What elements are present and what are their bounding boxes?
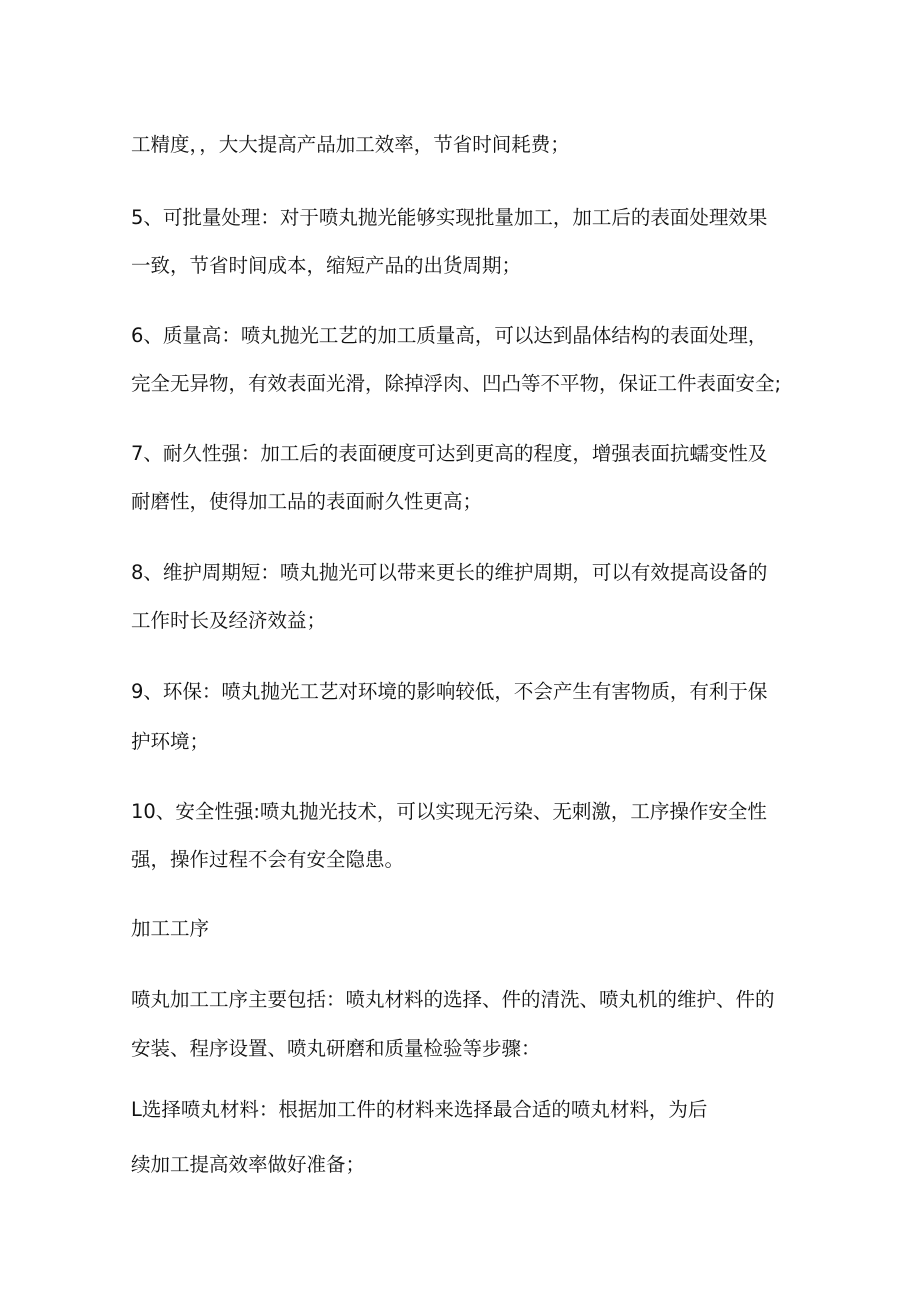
text-line-process-intro-end: 安装、程序设置、喷丸研磨和质量检验等步骤： (131, 1037, 541, 1060)
text-line-item-5-start: 5、可批量处理：对于喷丸抛光能够实现批量加工，加工后的表面处理效果 (131, 206, 768, 229)
text-line-item-6-end: 完全无异物，有效表面光滑，除掉浮肉、凹凸等不平物，保证工件表面安全; (131, 372, 782, 395)
text-line-item-10-end: 强，操作过程不会有安全隐患。 (131, 848, 405, 871)
text-line-item-7-start: 7、耐久性强：加工后的表面硬度可达到更高的程度，增强表面抗蠕变性及 (131, 442, 768, 465)
text-line-item-9-end: 护环境； (131, 730, 210, 753)
text-line-step-1-start: L选择喷丸材料：根据加工件的材料来选择最合适的喷丸材料，为后 (131, 1098, 708, 1121)
text-line-precision-end: 工精度，，大大提高产品加工效率，节省时间耗费； (131, 133, 570, 156)
text-line-item-5-end: 一致，节省时间成本，缩短产品的出货周期； (131, 254, 522, 277)
text-line-step-1-end: 续加工提高效率做好准备； (131, 1153, 366, 1176)
text-line-item-10-start: 10、安全性强:喷丸抛光技术，可以实现无污染、无刺激，工序操作安全性 (131, 800, 767, 823)
text-line-item-6-start: 6、质量高：喷丸抛光工艺的加工质量高，可以达到晶体结构的表面处理， (131, 324, 768, 347)
text-line-item-8-end: 工作时长及经济效益； (131, 609, 327, 632)
text-line-item-8-start: 8、维护周期短：喷丸抛光可以带来更长的维护周期，可以有效提高设备的 (131, 561, 768, 584)
text-line-process-intro-start: 喷丸加工工序主要包括：喷丸材料的选择、件的清洗、喷丸机的维护、件的 (131, 988, 775, 1011)
text-line-item-7-end: 耐磨性，使得加工品的表面耐久性更高； (131, 490, 483, 513)
section-heading-process: 加工工序 (131, 917, 210, 940)
text-line-item-9-start: 9、环保：喷丸抛光工艺对环境的影响较低，不会产生有害物质，有利于保 (131, 680, 768, 703)
